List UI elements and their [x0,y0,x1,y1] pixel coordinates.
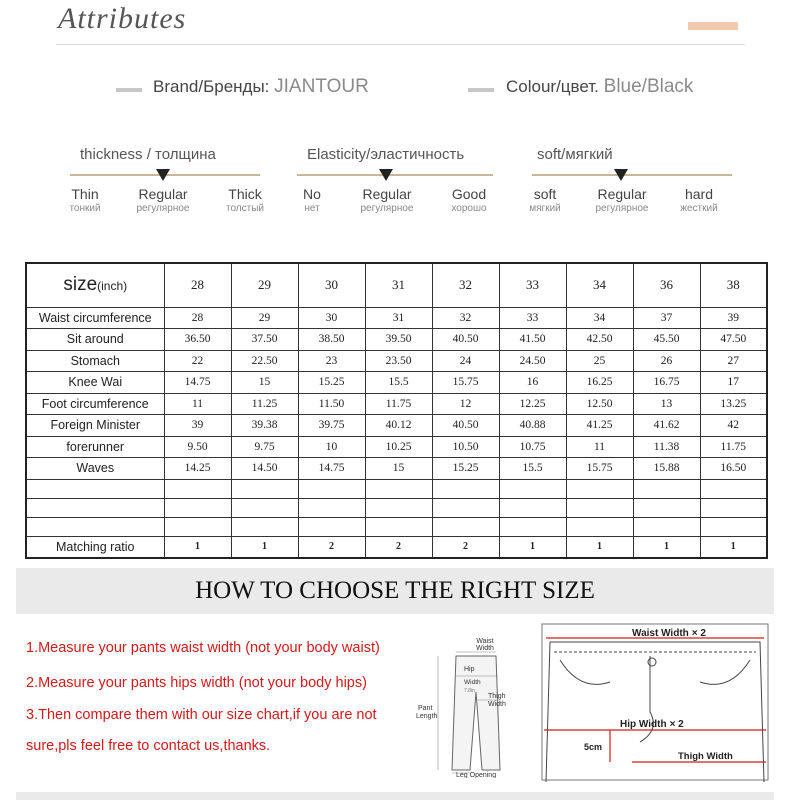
table-cell: 15.88 [633,458,700,480]
table-cell: 28 [164,307,231,329]
table-cell: 11.75 [365,393,432,415]
brand-row [153,76,369,98]
table-cell: 39.75 [298,415,365,437]
small-pant-label: Pant [418,705,433,712]
table-row [26,458,767,480]
scale-option: soft мягкий [529,186,561,214]
table-cell: 9.50 [164,436,231,458]
table-cell: 23.50 [365,350,432,372]
table-cell: 11 [566,436,633,458]
small-hip-width-label: Width [464,679,481,686]
brand-value: JIANTOUR [274,76,369,97]
jeans-photo-diagram [540,622,770,782]
empty-cell [164,517,231,536]
table-cell: 16.75 [633,372,700,394]
table-cell: 15.25 [432,458,499,480]
table-cell: 45.50 [633,329,700,351]
ratio-cell: 1 [499,536,566,558]
table-cell: 33 [499,307,566,329]
step-3-text: 3.Then compare them with our size chart,if you are not [26,707,377,723]
row-label: Stomach [26,350,164,372]
empty-table-row [26,498,767,517]
empty-cell [633,479,700,498]
step-1-text: 1.Measure your pants waist width (not your body waist) [26,640,380,656]
table-cell: 11 [164,393,231,415]
attributes-accent-bar [688,22,738,30]
table-cell: 11.75 [700,436,767,458]
ratio-cell: 1 [164,536,231,558]
table-cell: 39 [164,415,231,437]
table-cell: 16 [499,372,566,394]
attributes-divider [56,44,745,45]
colour-dash-decor [468,88,494,92]
table-cell: 12 [432,393,499,415]
empty-cell [633,517,700,536]
table-cell: 11.50 [298,393,365,415]
table-cell: 10.75 [499,436,566,458]
empty-cell [566,517,633,536]
ratio-cell: 1 [700,536,767,558]
scale-line [532,174,732,176]
size-header-value: 38 [700,263,767,307]
colour-row [506,76,693,98]
empty-cell [566,498,633,517]
table-cell: 15.25 [298,372,365,394]
ratio-cell: 1 [566,536,633,558]
table-cell: 22.50 [231,350,298,372]
empty-cell [499,479,566,498]
empty-cell [231,498,298,517]
small-waist-width-label: Width [476,645,494,652]
small-waist-label: Waist [476,638,494,645]
table-cell: 13 [633,393,700,415]
size-header-value: 29 [231,263,298,307]
small-leg-opening-label: Leg Opening [456,772,497,778]
table-cell: 37 [633,307,700,329]
table-cell: 24.50 [499,350,566,372]
table-cell: 22 [164,350,231,372]
row-label: Sit around [26,329,164,351]
scale-marker-icon [614,169,628,181]
table-cell: 29 [231,307,298,329]
ratio-cell: 2 [365,536,432,558]
scale-option: Good хорошо [451,186,487,214]
scale-option: hard жесткий [680,186,718,214]
big-5cm-label: 5cm [584,742,603,752]
size-header-value: 36 [633,263,700,307]
table-cell: 37.50 [231,329,298,351]
table-cell: 40.88 [499,415,566,437]
empty-cell [566,479,633,498]
empty-cell [499,517,566,536]
ratio-cell: 2 [298,536,365,558]
small-rise-note: 7.8in [464,688,475,694]
table-cell: 15.5 [499,458,566,480]
table-cell: 41.62 [633,415,700,437]
table-cell: 38.50 [298,329,365,351]
empty-cell [499,498,566,517]
table-cell: 17 [700,372,767,394]
table-cell: 23 [298,350,365,372]
table-cell: 39.50 [365,329,432,351]
empty-cell [432,498,499,517]
pants-measure-diagram [412,630,536,778]
empty-table-row [26,517,767,536]
table-cell: 10.50 [432,436,499,458]
table-cell: 32 [432,307,499,329]
scale-title: thickness / толщина [80,146,216,163]
table-cell: 40.50 [432,329,499,351]
empty-cell [164,479,231,498]
empty-cell [432,479,499,498]
scale-option: Thick толстый [226,186,264,214]
empty-cell [26,498,164,517]
size-table [25,262,768,559]
table-cell: 42 [700,415,767,437]
colour-value: Blue/Black [603,76,694,97]
table-cell: 10.25 [365,436,432,458]
table-cell: 14.25 [164,458,231,480]
size-header-value: 28 [164,263,231,307]
size-header-cell: size(inch) [26,263,164,307]
empty-cell [164,498,231,517]
table-cell: 26 [633,350,700,372]
size-header-value: 34 [566,263,633,307]
step-2-text: 2.Measure your pants hips width (not your body hips) [26,675,367,691]
table-cell: 15.75 [432,372,499,394]
table-cell: 15.5 [365,372,432,394]
table-cell: 15 [231,372,298,394]
how-to-choose-banner: HOW TO CHOOSE THE RIGHT SIZE [16,568,774,614]
table-cell: 15 [365,458,432,480]
empty-cell [365,517,432,536]
small-thigh-width-label: Width [488,701,506,708]
empty-cell [231,479,298,498]
table-cell: 12.25 [499,393,566,415]
table-cell: 42.50 [566,329,633,351]
table-cell: 39 [700,307,767,329]
table-cell: 34 [566,307,633,329]
table-cell: 24 [432,350,499,372]
size-header-value: 33 [499,263,566,307]
ratio-cell: 1 [231,536,298,558]
table-cell: 30 [298,307,365,329]
bottom-decor-bar [16,792,774,800]
empty-cell [432,517,499,536]
row-label: Foreign Minister [26,415,164,437]
table-cell: 14.75 [298,458,365,480]
scale-option-selected: Regular регулярное [136,186,190,214]
small-hip-label: Hip [464,666,475,673]
empty-cell [231,517,298,536]
scale-marker-icon [156,169,170,181]
empty-cell [633,498,700,517]
empty-table-row [26,479,767,498]
empty-cell [26,517,164,536]
matching-ratio-row [26,536,767,558]
row-label: Matching ratio [26,536,164,558]
small-thigh-label: Thigh [488,693,506,700]
empty-cell [298,517,365,536]
table-row [26,415,767,437]
empty-cell [365,498,432,517]
scale-marker-icon [379,169,393,181]
table-cell: 41.50 [499,329,566,351]
big-hip-width-label: Hip Width × 2 [620,719,684,730]
table-row [26,307,767,329]
row-label: Knee Wai [26,372,164,394]
table-cell: 11.25 [231,393,298,415]
diagram-frame [540,622,770,782]
table-cell: 15.75 [566,458,633,480]
row-label: Foot circumference [26,393,164,415]
empty-cell [298,498,365,517]
big-waist-width-label: Waist Width × 2 [632,628,706,639]
scale-option-selected: Regular регулярное [360,186,414,214]
table-cell: 39.38 [231,415,298,437]
table-cell: 14.75 [164,372,231,394]
table-cell: 47.50 [700,329,767,351]
table-cell: 14.50 [231,458,298,480]
scale-option: No нет [303,186,321,214]
empty-cell [700,498,767,517]
brand-label: Brand/Бренды: [153,77,270,96]
row-label: Waves [26,458,164,480]
ratio-cell: 2 [432,536,499,558]
empty-cell [365,479,432,498]
table-cell: 36.50 [164,329,231,351]
scale-title: soft/мягкий [537,146,613,163]
scale-option-selected: Regular регулярное [595,186,649,214]
size-header-value: 31 [365,263,432,307]
scale-option: Thin тонкий [69,186,101,214]
table-cell: 25 [566,350,633,372]
table-cell: 31 [365,307,432,329]
table-row [26,393,767,415]
table-cell: 27 [700,350,767,372]
table-row [26,329,767,351]
scale-title: Elasticity/эластичность [307,146,465,163]
row-label: forerunner [26,436,164,458]
table-row [26,436,767,458]
attributes-title: Attributes [58,2,187,35]
big-thigh-width-label: Thigh Width [678,751,733,762]
empty-cell [700,517,767,536]
table-cell: 10 [298,436,365,458]
table-cell: 16.25 [566,372,633,394]
empty-cell [298,479,365,498]
table-header-row [26,263,767,307]
scale-line [297,174,493,176]
table-cell: 40.12 [365,415,432,437]
table-cell: 41.25 [566,415,633,437]
table-row [26,372,767,394]
colour-label: Colour/цвет. [506,77,599,96]
size-header-value: 30 [298,263,365,307]
small-length-label: Length [416,713,438,720]
table-cell: 13.25 [700,393,767,415]
table-row [26,350,767,372]
empty-cell [26,479,164,498]
table-cell: 16.50 [700,458,767,480]
step-3-continued-text: sure,pls feel free to contact us,thanks. [26,738,271,754]
empty-cell [700,479,767,498]
size-header-value: 32 [432,263,499,307]
row-label: Waist circumference [26,307,164,329]
pants-outline-shape [452,656,500,770]
brand-dash-decor [116,88,142,92]
table-cell: 9.75 [231,436,298,458]
ratio-cell: 1 [633,536,700,558]
table-cell: 12.50 [566,393,633,415]
table-cell: 11.38 [633,436,700,458]
table-cell: 40.50 [432,415,499,437]
